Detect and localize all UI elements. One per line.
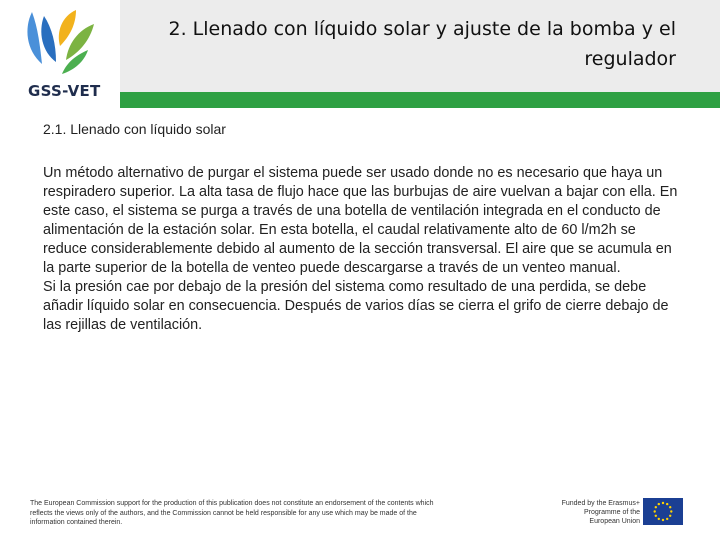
header-accent-bar (120, 92, 720, 108)
header (0, 0, 720, 110)
section-heading: 2.1. Llenado con líquido solar (43, 121, 226, 137)
page-title: 2. Llenado con líquido solar y ajuste de la bomba y el regulador (168, 18, 676, 70)
paragraph: Un método alternativo de purgar el sistema puede ser usado donde no es necesario que haya un respiradero superior. La alta tasa de flujo hace que las burbujas de aire vuelvan a bajar con ella. En este caso, el sistema se purga a través de una botella de ventilación integrada en el conducto de alimentación de la estación solar. En esta botella, el caudal relativamente alto de 60 l/m2h se reduce considerablemente debido al aumento de la sección transversal. El aire que se acumula en la parte superior de la botella de venteo puede descargarse a través de un venteo manual. (43, 165, 678, 276)
footer-disclaimer: The European Commission support for the production of this publication does not constitute an endorsement of the contents which reflects the views only of the authors, and the Commission cannot be held responsible for any use which may be made of the information contained therein. (30, 500, 434, 526)
logo-text: GSS-VET (28, 82, 101, 100)
eu-flag-icon (643, 498, 683, 525)
paragraph: Si la presión cae por debajo de la presión del sistema como resultado de una perdida, se debe añadir líquido solar en consecuencia. Después de varios días se cierra el grifo de cierre debajo de las rejillas de ventilación. (43, 279, 669, 333)
body-text (43, 164, 683, 335)
footer-funding: Funded by the Erasmus+ Programme of the European Union (561, 500, 640, 525)
